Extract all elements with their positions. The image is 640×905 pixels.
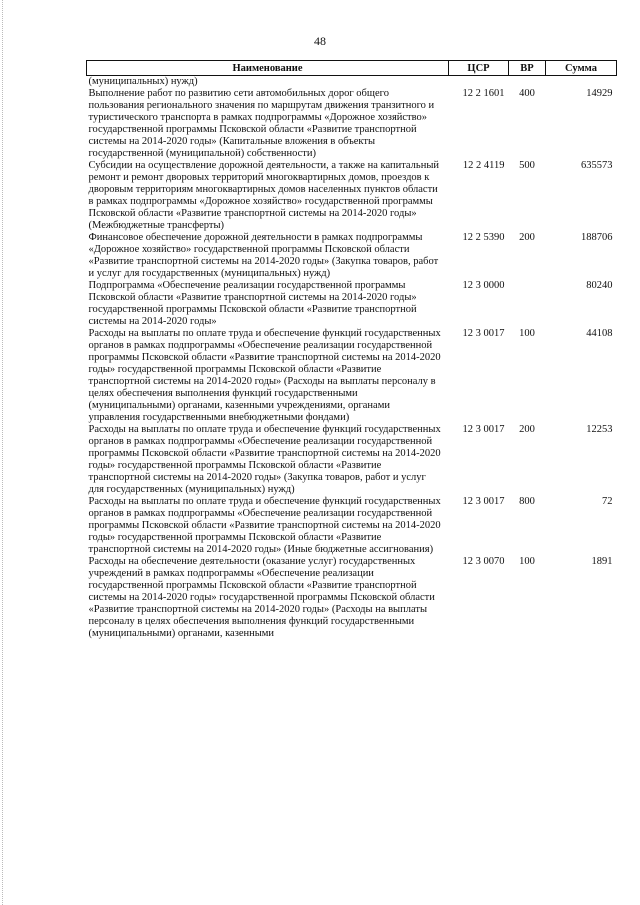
row-name: Финансовое обеспечение дорожной деятельности в рамках подпрограммы «Дорожное хозяйство» государственной программы Псковской области «Развитие транспортной системы на 2014-2020 годы» (Закупка товаров, работ и услуг для государственных (муниципальных) нужд) xyxy=(88,232,439,279)
row-vr: 400 xyxy=(519,88,535,99)
row-name: Выполнение работ по развитию сети автомобильных дорог общего пользования регионального значения по маршрутам движения транзитного и туристического транспорта в рамках подпрограммы «Дорожное хозяйство» государственной программы Псковской области «Развитие транспортной системы на 2014-2020 годы» (Капитальные вложения в объекты государственной (муниципальной) собственности) xyxy=(88,88,435,159)
row-name: Расходы на выплаты по оплате труда и обеспечение функций государственных органов в рамках подпрограммы «Обеспечение реализации государственной программы Псковской области «Развитие транспортной системы на 2014-2020 годы» государственной программы Псковской области «Развитие транспортной системы на 2014-2020 годы» (Иные бюджетные ассигнования) xyxy=(88,496,441,555)
row-sum: 1891 xyxy=(591,556,613,567)
row-csr: 12 3 0017 xyxy=(462,328,505,339)
header-csr: ЦСР xyxy=(449,61,509,76)
row-vr: 500 xyxy=(519,160,535,171)
header-sum: Сумма xyxy=(546,61,617,76)
budget-table xyxy=(86,60,617,640)
row-name: Расходы на выплаты по оплате труда и обеспечение функций государственных органов в рамках подпрограммы «Обеспечение реализации государственной программы Псковской области «Развитие транспортной системы на 2014-2020 годы» государственной программы Псковской области «Развитие транспортной системы на 2014-2020 годы» (Закупка товаров, работ и услуг для государственных (муниципальных) нужд) xyxy=(88,424,441,495)
row-vr: 100 xyxy=(519,328,535,339)
row-sum: 188706 xyxy=(581,232,613,243)
row-name: Подпрограмма «Обеспечение реализации государственной программы Псковской области «Развитие транспортной системы на 2014-2020 годы» государственной программы Псковской области «Развитие транспортной системы на 2014-2020 годы» xyxy=(88,280,417,327)
table-row xyxy=(87,556,617,640)
row-name: Расходы на выплаты по оплате труда и обеспечение функций государственных органов в рамках подпрограммы «Обеспечение реализации государственной программы Псковской области «Развитие транспортной системы на 2014-2020 годы» государственной программы Псковской области «Развитие транспортной системы на 2014-2020 годы» (Расходы на выплаты персоналу в целях обеспечения выполнения функций государственными (муниципальными) органами, казенными учреждениями, органами управления государственными внебюджетными фондами) xyxy=(88,328,441,423)
table-row xyxy=(87,160,617,232)
row-sum: 72 xyxy=(602,496,613,507)
row-sum: 14929 xyxy=(586,88,613,99)
row-name: Расходы на обеспечение деятельности (оказание услуг) государственных учреждений в рамках подпрограммы «Обеспечение реализации государственной программы Псковской области «Развитие транспортной системы на 2014-2020 годы» государственной программы Псковской области «Развитие транспортной системы на 2014-2020 годы» (Расходы на выплаты персоналу в целях обеспечения выполнения функций государственными (муниципальными) органами, казенными xyxy=(88,556,435,639)
row-csr: 12 3 0000 xyxy=(462,280,505,291)
row-csr: 12 3 0017 xyxy=(462,496,505,507)
row-sum: 635573 xyxy=(581,160,613,171)
row-sum: 44108 xyxy=(586,328,613,339)
row-csr: 12 2 1601 xyxy=(462,88,505,99)
budget-table-container xyxy=(86,60,616,640)
table-row xyxy=(87,232,617,280)
row-name: (муниципальных) нужд) xyxy=(88,76,198,87)
row-csr: 12 3 0017 xyxy=(462,424,505,435)
table-row xyxy=(87,76,617,89)
table-header-row xyxy=(87,61,617,76)
row-sum: 12253 xyxy=(586,424,613,435)
header-name: Наименование xyxy=(87,61,449,76)
table-row xyxy=(87,328,617,424)
header-vr: ВР xyxy=(509,61,546,76)
table-row xyxy=(87,280,617,328)
scan-edge xyxy=(2,0,4,905)
table-row xyxy=(87,88,617,160)
row-csr: 12 2 5390 xyxy=(462,232,505,243)
row-sum: 80240 xyxy=(586,280,613,291)
row-vr: 800 xyxy=(519,496,535,507)
row-csr xyxy=(449,76,509,89)
row-csr: 12 3 0070 xyxy=(462,556,505,567)
row-sum xyxy=(546,76,617,89)
table-row xyxy=(87,424,617,496)
row-vr: 100 xyxy=(519,556,535,567)
table-row xyxy=(87,496,617,556)
row-vr: 200 xyxy=(519,424,535,435)
row-vr xyxy=(509,76,546,89)
row-name: Субсидии на осуществление дорожной деятельности, а также на капитальный ремонт и ремонт дворовых территорий многоквартирных домов, проездов к дворовым территориям многоквартирных домов населенных пунктов области в рамках подпрограммы «Дорожное хозяйство» государственной программы Псковской области «Развитие транспортной системы на 2014-2020 годы» (Межбюджетные трансферты) xyxy=(88,160,439,231)
page-number: 48 xyxy=(314,34,326,48)
row-vr: 200 xyxy=(519,232,535,243)
row-csr: 12 2 4119 xyxy=(462,160,505,171)
row-vr xyxy=(509,280,546,328)
